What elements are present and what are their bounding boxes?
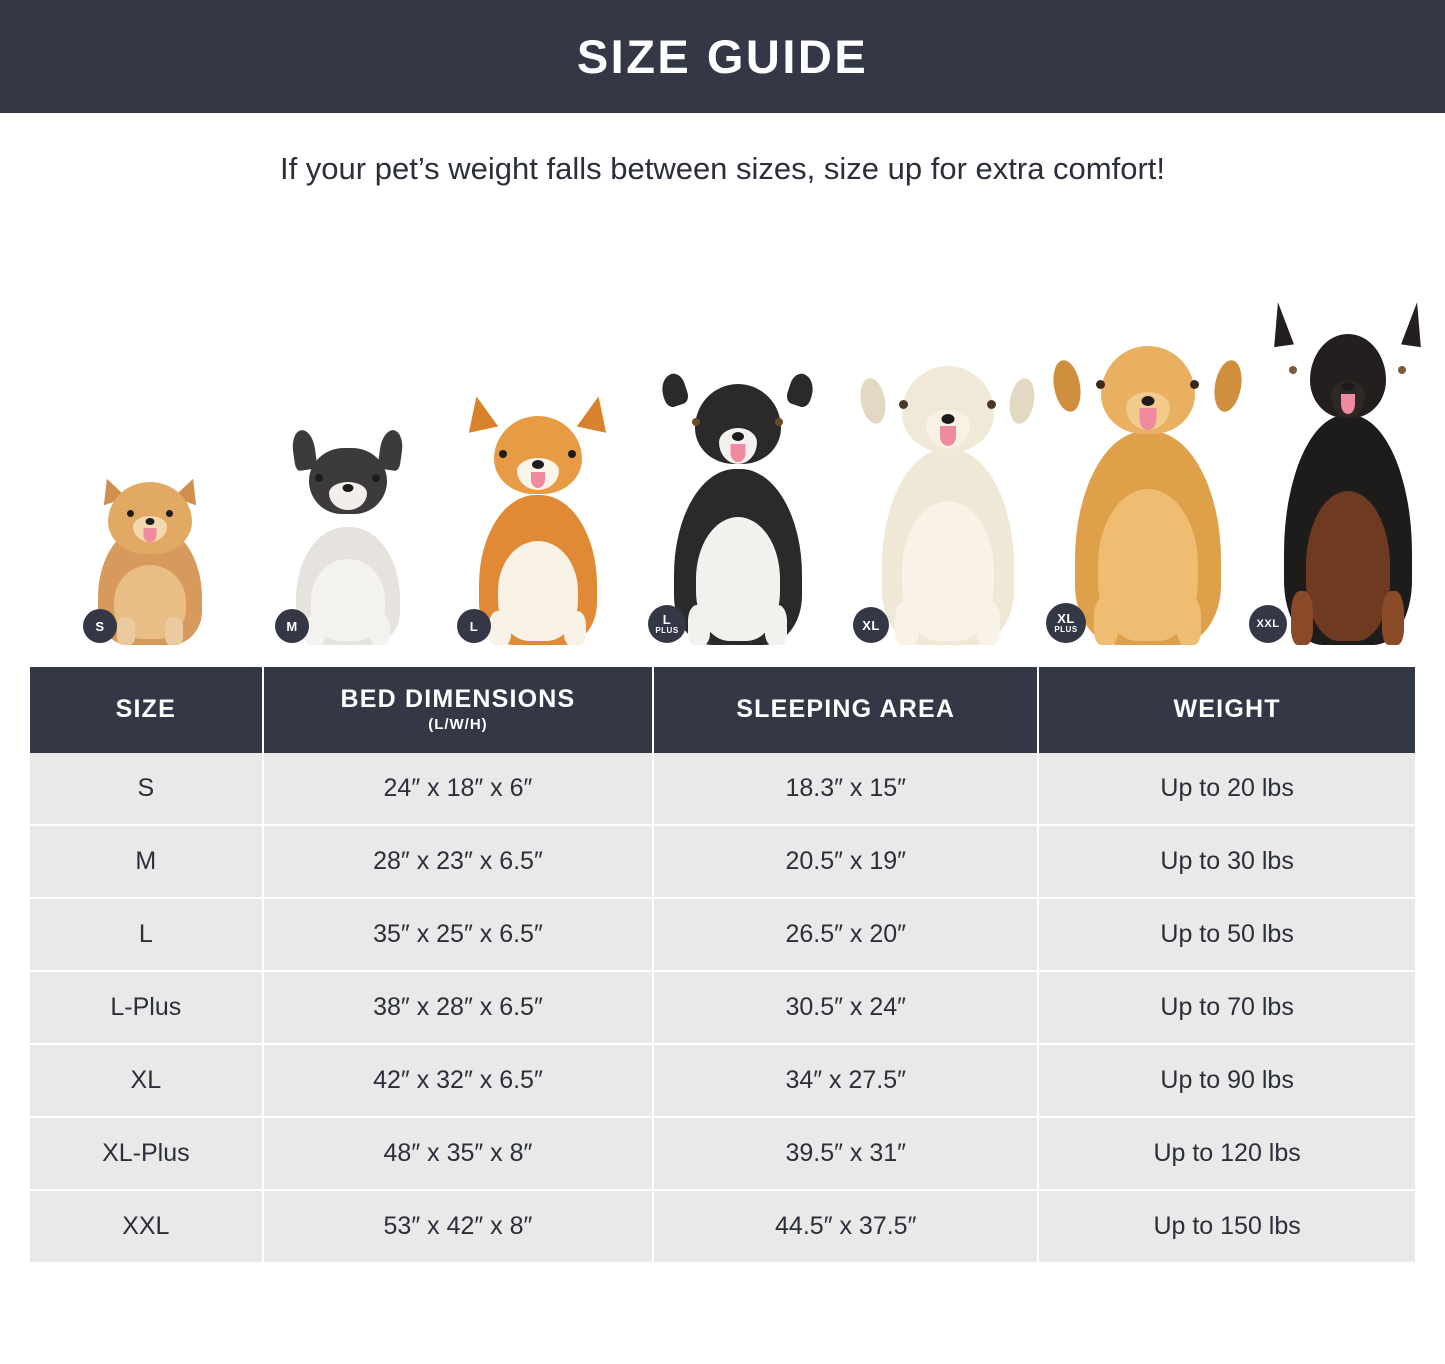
dog-figure-xl-plus — [1050, 340, 1245, 645]
column-header-sleeping-area — [653, 667, 1038, 753]
size-badge-sublabel: PLUS — [1054, 625, 1078, 634]
column-header-size — [30, 667, 263, 753]
dog-figure-xl — [855, 360, 1040, 645]
border-collie-illustration — [650, 380, 825, 645]
size-badge-l — [457, 609, 491, 643]
table-row — [30, 971, 1415, 1044]
size-chart-table — [30, 667, 1415, 1262]
dog-figure-l-plus — [650, 380, 825, 645]
size-badge-l-plus — [648, 605, 686, 643]
header-bar — [0, 0, 1445, 113]
cell-weight: Up to 120 lbs — [1038, 1117, 1415, 1190]
subtitle-text: If your pet’s weight falls between sizes, size up for extra comfort! — [279, 151, 1166, 186]
cell-bed-dimensions: 24″ x 18″ x 6″ — [263, 753, 654, 825]
column-header-weight — [1038, 667, 1415, 753]
french-bulldog-illustration — [275, 440, 420, 645]
shiba-inu-illustration — [455, 410, 620, 645]
size-badge-label: S — [95, 618, 105, 634]
cell-bed-dimensions: 38″ x 28″ x 6.5″ — [263, 971, 654, 1044]
cell-size: M — [30, 825, 263, 898]
cell-size: L-Plus — [30, 971, 263, 1044]
column-header-size-label: SIZE — [115, 694, 177, 723]
size-badge-m — [275, 609, 309, 643]
pomeranian-illustration — [85, 460, 215, 645]
page-title: SIZE GUIDE — [576, 30, 869, 83]
size-chart-table-wrapper — [30, 667, 1415, 1262]
column-header-bed-dimensions — [263, 667, 654, 753]
table-row — [30, 753, 1415, 825]
size-badge-label: L — [469, 618, 479, 634]
subtitle-section — [0, 113, 1445, 225]
table-header-row — [30, 667, 1415, 753]
table-row — [30, 898, 1415, 971]
dog-figure-s — [85, 460, 215, 645]
cell-size: XXL — [30, 1190, 263, 1262]
cell-sleeping-area: 30.5″ x 24″ — [653, 971, 1038, 1044]
table-row — [30, 1190, 1415, 1262]
cell-sleeping-area: 39.5″ x 31″ — [653, 1117, 1038, 1190]
cell-size: XL — [30, 1044, 263, 1117]
cell-sleeping-area: 44.5″ x 37.5″ — [653, 1190, 1038, 1262]
size-badge-sublabel: PLUS — [655, 626, 679, 635]
size-badge-label: M — [286, 618, 298, 634]
cell-weight: Up to 90 lbs — [1038, 1044, 1415, 1117]
labrador-illustration — [855, 360, 1040, 645]
cell-bed-dimensions: 42″ x 32″ x 6.5″ — [263, 1044, 654, 1117]
size-badge-label: XL — [1057, 611, 1075, 626]
cell-sleeping-area: 26.5″ x 20″ — [653, 898, 1038, 971]
cell-sleeping-area: 18.3″ x 15″ — [653, 753, 1038, 825]
cell-sleeping-area: 34″ x 27.5″ — [653, 1044, 1038, 1117]
dog-figure-m — [275, 440, 420, 645]
dog-figure-l — [455, 410, 620, 645]
size-badge-s — [83, 609, 117, 643]
table-row — [30, 1117, 1415, 1190]
size-badge-label: XL — [862, 617, 880, 633]
size-badge-xxl — [1249, 605, 1287, 643]
table-header — [30, 667, 1415, 753]
table-row — [30, 825, 1415, 898]
size-badge-xl-plus — [1046, 603, 1086, 643]
size-badge-xl — [853, 607, 889, 643]
cell-size: L — [30, 898, 263, 971]
column-header-sleeping-area-label: SLEEPING AREA — [736, 694, 956, 723]
column-header-weight-label: WEIGHT — [1173, 694, 1281, 723]
cell-bed-dimensions: 48″ x 35″ x 8″ — [263, 1117, 654, 1190]
table-body — [30, 753, 1415, 1262]
cell-size: XL-Plus — [30, 1117, 263, 1190]
column-header-bed-dimensions-sublabel: (L/W/H) — [428, 716, 488, 733]
cell-bed-dimensions: 35″ x 25″ x 6.5″ — [263, 898, 654, 971]
cell-bed-dimensions: 53″ x 42″ x 8″ — [263, 1190, 654, 1262]
cell-weight: Up to 30 lbs — [1038, 825, 1415, 898]
size-badge-label: XXL — [1256, 617, 1280, 630]
column-header-bed-dimensions-label: BED DIMENSIONS — [340, 685, 576, 713]
dog-figure-xxl — [1255, 320, 1440, 645]
cell-weight: Up to 50 lbs — [1038, 898, 1415, 971]
dog-size-illustrations — [30, 225, 1415, 645]
cell-sleeping-area: 20.5″ x 19″ — [653, 825, 1038, 898]
cell-size: S — [30, 753, 263, 825]
size-badge-label: L — [662, 612, 672, 627]
cell-bed-dimensions: 28″ x 23″ x 6.5″ — [263, 825, 654, 898]
doberman-illustration — [1255, 320, 1440, 645]
golden-retriever-illustration — [1050, 340, 1245, 645]
cell-weight: Up to 150 lbs — [1038, 1190, 1415, 1262]
table-row — [30, 1044, 1415, 1117]
cell-weight: Up to 70 lbs — [1038, 971, 1415, 1044]
cell-weight: Up to 20 lbs — [1038, 753, 1415, 825]
